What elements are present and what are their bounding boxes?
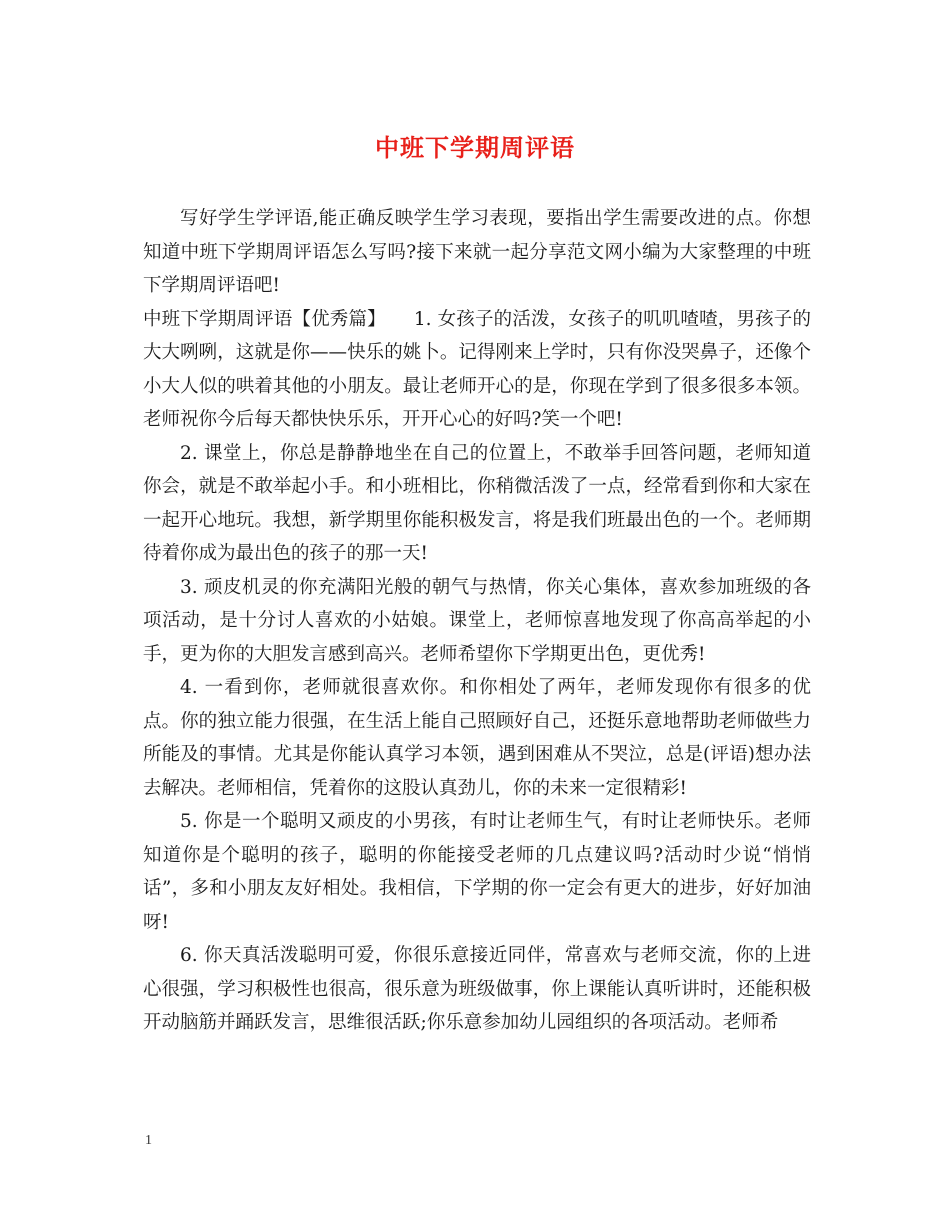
comment-paragraph-6: 6. 你天真活泼聪明可爱，你很乐意接近同伴，常喜欢与老师交流，你的上进心很强，学习积极性也很高，很乐意为班级做事，你上课能认真听讲时，还能积极开动脑筋并踊跃发言，思维很活跃;你乐意参加幼儿园组织的各项活动。老师希: [143, 945, 811, 1033]
comment-paragraph-3: 3. 顽皮机灵的你充满阳光般的朝气与热情，你关心集体，喜欢参加班级的各项活动，是十分讨人喜欢的小姑娘。课堂上，老师惊喜地发现了你高高举起的小手，更为你的大胆发言感到高兴。老师希望你下学期更出色，更优秀!: [143, 576, 811, 665]
comment-paragraph-4: 4. 一看到你，老师就很喜欢你。和你相处了两年，老师发现你有很多的优点。你的独立能力很强，在生活上能自己照顾好自己，还挺乐意地帮助老师做些力所能及的事情。尤其是你能认真学习本领，遇到困难从不哭泣，总是(评语)想办法去解决。老师相信，凭着你的这股认真劲儿，你的未来一定很精彩!: [143, 677, 811, 799]
document-title: 中班下学期周评语: [375, 134, 575, 162]
intro-paragraph: 写好学生学评语,能正确反映学生学习表现，要指出学生需要改进的点。你想知道中班下学期周评语怎么写吗?接下来就一起分享范文网小编为大家整理的中班下学期周评语吧!: [143, 208, 811, 296]
comment-paragraph-5: 5. 你是一个聪明又顽皮的小男孩，有时让老师生气，有时让老师快乐。老师知道你是个聪明的孩子，聪明的你能接受老师的几点建议吗?活动时少说“悄悄话”，多和小朋友友好相处。我相信，下学期的你一定会有更大的进步，好好加油呀!: [143, 811, 811, 933]
comment-paragraph-2: 2. 课堂上，你总是静静地坐在自己的位置上，不敢举手回答问题，老师知道你会，就是不敢举起小手。和小班相比，你稍微活泼了一点，经常看到你和大家在一起开心地玩。我想，新学期里你能积极发言，将是我们班最出色的一个。老师期待着你成为最出色的孩子的那一天!: [143, 442, 811, 564]
section-heading-paragraph: 中班下学期周评语【优秀篇】 1. 女孩子的活泼，女孩子的叽叽喳喳，男孩子的大大咧咧，这就是你——快乐的姚卜。记得刚来上学时，只有你没哭鼻子，还像个小大人似的哄着其他的小朋友。最让老师开心的是，你现在学到了很多很多本领。老师祝你今后每天都快快乐乐，开开心心的好吗?笑一个吧!: [143, 308, 811, 430]
page-number: 1: [145, 1133, 152, 1148]
document-body: [143, 202, 811, 1040]
